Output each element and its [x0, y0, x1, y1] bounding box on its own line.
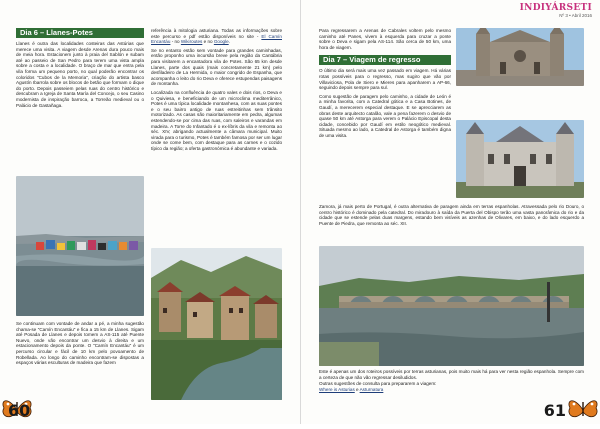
paragraph-camin-encantau: referência à mitologia asturiana. Todas as informações sobre este percurso e pdf estão disponíveis no site - El Camín Encantáu - no Wikiroutes e no Google. [151, 28, 282, 45]
paragraph: Este é apenas um dos roteiros possíveis por terras asturianas, pois muito mais há para ver nesta região espanhola. Sempre com a certeza de que não vão regressar desiludidos. [319, 369, 584, 380]
photo-leon-cathedral [456, 28, 584, 86]
paragraph: Como sugestão de paragem pelo caminho, a cidade de León é a minha favorita, com a Catedral gótica e a Casa Botines, de Gaudí, a merecerem especial destaque. E se aprecciarem as obras deste arquitecto catalão, vale a pena fazerem o desvio de quase 50 km até Astorga para verem o Palácio Episcopal desta cidade, concebido por Gaudí em estilo neogótico medieval. Situada mesmo ao lado, a Catedral de Astorga é também digna de uma visita. [319, 93, 451, 138]
right-page [300, 0, 600, 424]
paragraph: Se no entanto estão sem vontade para grandes caminhadas, então proponho uma incursão breve pela região da Cantábria para visitarem a encantadora vila de Potes. São 65 km desde Llanes, parte dos quais (mais concretamente 21 km) pelo desfiladeiro de La Hermida, o maior congrido de Espanha, que acompanha o leito do rio Deva e oferece estupendas paisagens de montanha. [151, 47, 282, 87]
photo-llanes-cubos [16, 176, 144, 316]
photo-zamora-bridge [319, 246, 584, 366]
photo-astorga-palace [456, 120, 584, 198]
paragraph: Llanes é outra das localidades costeiras das Astúrias que merece uma visita. A viagem desde Arenas dura pouco mais de meia hora. Estacionem junto à praia del Sablón e subam até ao passeio de San Pedro para terem uma vista ampla sobre a costa e a localidade. O braço de mar que entra pela vila forma um pequeno porto, no qual poderão encontrar os coloridos "Cubos de la Memoria", criação do artista basco Agustín Ibarrola sobre os blocos de betão que formam o dique do porto. Depois passeiem pelas ruas do centro histórico e descubram a Igreja de Santa María del Concejo, o seu Casino modernista de inspiração barroca, a Torreão medieval ou o Palácio de Gastañaga. [16, 41, 144, 108]
section-heading-day7: Dia 7 – Viagem de regresso [319, 55, 451, 65]
link-google[interactable]: Google [213, 39, 229, 45]
magazine-masthead [520, 3, 592, 18]
links-line: Where is Asturias e Asturnatura [319, 386, 384, 392]
left-column-1-bottom [16, 321, 144, 369]
left-column-1 [16, 28, 144, 111]
paragraph: Outras sugestões de consulta para prepararem a viagem: [319, 381, 437, 387]
page-number-right: 61 [543, 401, 566, 420]
photo-potes-village [151, 248, 282, 400]
left-page [0, 0, 300, 424]
link-asturnatura[interactable]: Asturnatura [359, 386, 384, 392]
paragraph: Localizada na confluência de quatro vales e dois rios, o Deva e o Quiviesa, e beneficiando de um microclima mediterrânico, Potes é uma típica localidade montanhesa, com as suas pontes e o seu bairro antigo de ruas estreitinhas sem trânsito motorizado. As casas são maioritariamente em pedra, algumas estendendo-se por cima das ruas, com saleiros e varandas em madeira. A Torre do Infantado é o ex-líbris da vila e remonta ao séc. XIV, abrigando actualmente a câmara municipal. Muito virada para o turismo, Potes é também famosa por ser um lugar onde se come bem, com destaque para as carnes e o cozido típico da região; a oferta gastronómica é abundante e variada. [151, 89, 282, 151]
section-heading-day6: Dia 6 – Llanes-Potes [16, 28, 144, 38]
right-column-wide [319, 204, 584, 229]
paragraph-zamora: Zamora, já mais perto de Portugal, é outra alternativa de paragem ainda em terras espanholas. Atravessada pelo rio Douro, o centro histórico é dominado pela catedral. Do miradouro à saída da Puerta del Obispo terão uma vasta panorâmica do rio e da cidade que se estende pelas duas margens, estando bem visíveis as azenhas de Olivares, em baixo, e do lado esquerdo a Puente de Piedra, que remonta ao séc. XII. [319, 204, 584, 226]
right-column-1 [319, 28, 451, 142]
link-where-is-asturias[interactable]: Where is Asturias [319, 386, 355, 392]
masthead-title: INDIYÁRSETI [519, 3, 592, 13]
link-camin-encantau[interactable]: El Camín Encantáu [151, 33, 282, 45]
paragraph: Se continuam com vontade de andar a pé, a minha sugestão chama-se "Camín Encantáu" e fica a 15 km de Llanes. Sigam até Posada de Llanes e depois tomem a AS-115 até Puente Nuevo, onde vão encontrar um desvio à direita e um estacionamento depois da ponte. O "Camín Encantáu" é um percurso circular e fácil de 10 km pelo povoamento de Robellada. Ao longo do caminho encontram-se dispostas a espaços várias esculturas de madeira que fazem [16, 321, 144, 366]
masthead-issue: Nº 3 • Abril 2016 [559, 13, 592, 18]
page-number-left: 60 [8, 401, 31, 420]
paragraph: O último dia será mais uma vez passado em viagem. Há várias rotas possíveis para o regresso, mas sugiro que vão por Villaviciosa, Pola de Siero e Mieres para apanharem a AP-66, seguindo depois sempre para sul. [319, 68, 451, 91]
link-wikiroutes[interactable]: Wikiroutes [180, 39, 203, 45]
left-column-2 [151, 28, 282, 154]
paragraph: Para regressarem a Arenas de Cabrales voltem pelo mesmo caminho até Panes, vivem à esquerda para cruzar a ponte sobre o Deva e sigam pela AS-114. São cerca de 50 km, uma hora de viagem. [319, 28, 451, 50]
butterfly-decoration-icon [566, 394, 600, 424]
right-column-footer [319, 369, 584, 392]
